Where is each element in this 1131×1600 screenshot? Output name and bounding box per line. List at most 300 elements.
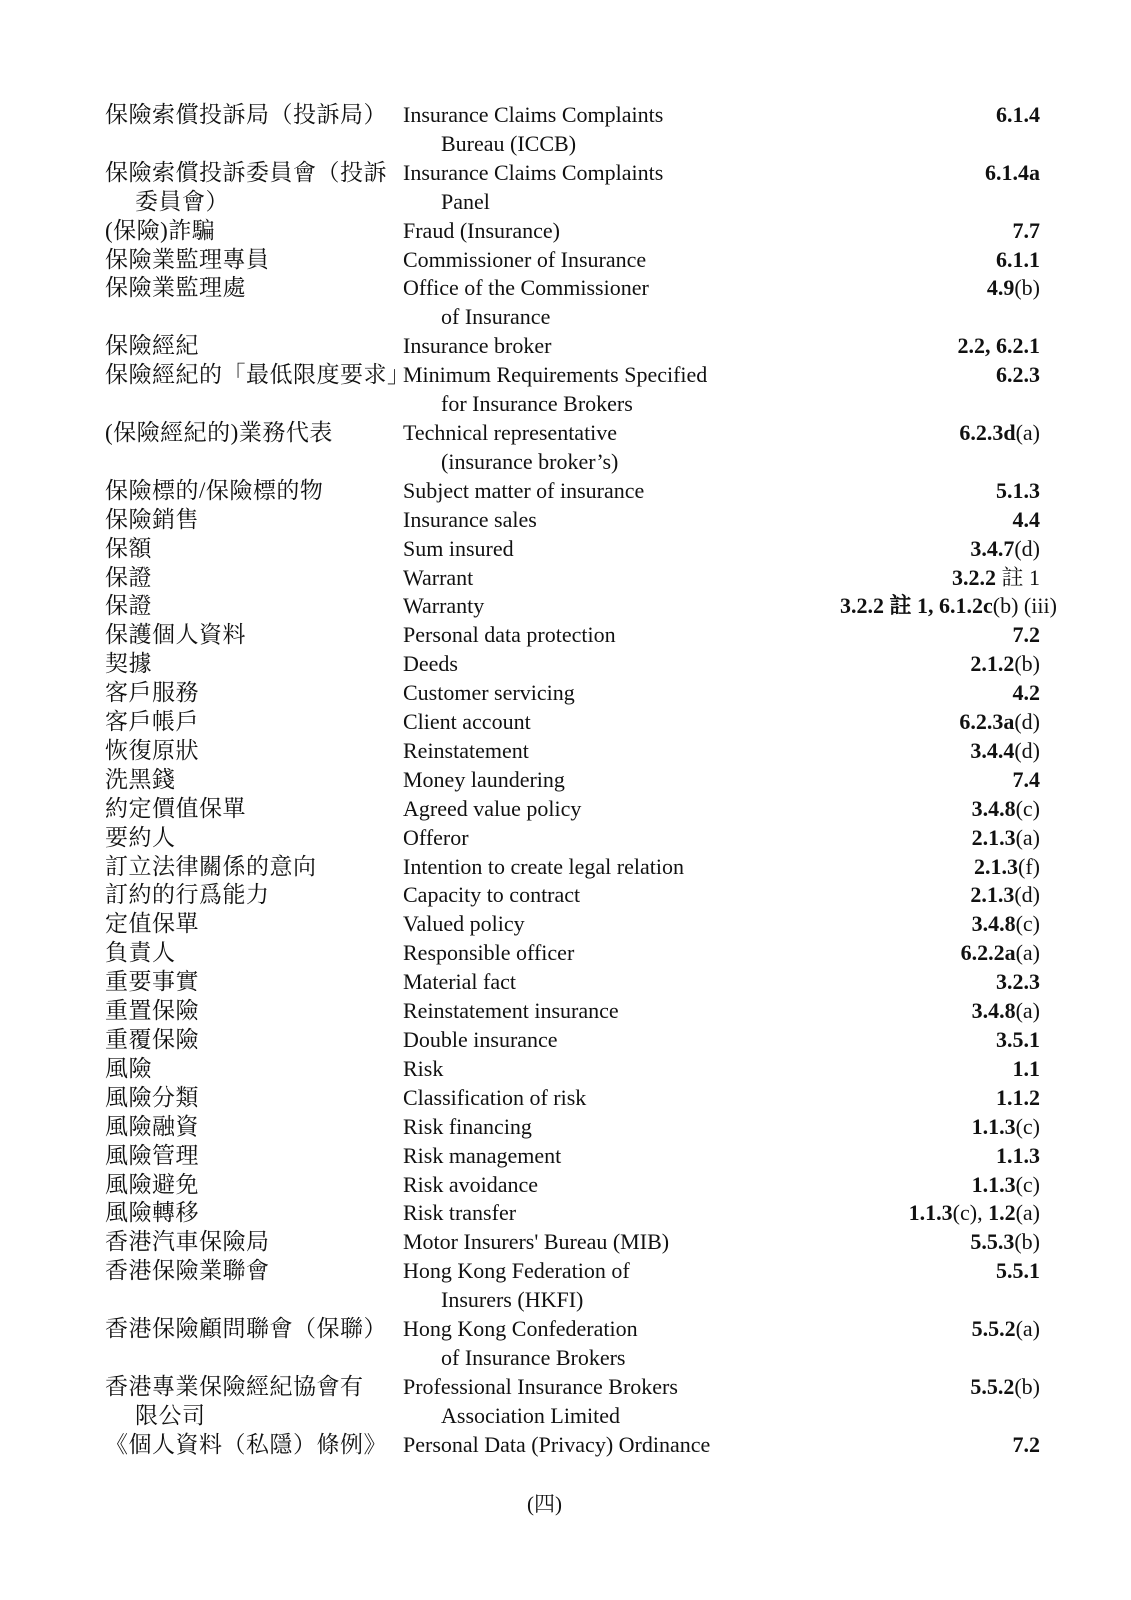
term-chinese-line: 客戶帳戶 bbox=[105, 709, 199, 735]
term-english bbox=[403, 506, 840, 535]
term-chinese bbox=[105, 217, 403, 246]
section-reference-number: 1.1.3 bbox=[908, 1200, 953, 1226]
term-chinese-line: 保險業監理處 bbox=[105, 275, 246, 301]
term-english bbox=[403, 1084, 840, 1113]
term-english bbox=[403, 766, 840, 795]
section-reference-number: 3.4.8 bbox=[971, 998, 1016, 1024]
section-reference-number: 1.2 bbox=[988, 1200, 1016, 1226]
term-english bbox=[403, 824, 840, 853]
term-chinese-line: 客戶服務 bbox=[105, 680, 199, 706]
section-reference bbox=[840, 766, 1040, 795]
section-reference-number: 3.2.3 bbox=[996, 969, 1040, 995]
term-english-line: Motor Insurers' Bureau (MIB) bbox=[403, 1229, 670, 1255]
table-row bbox=[105, 506, 1040, 535]
term-english-line: Risk bbox=[403, 1055, 444, 1081]
section-reference bbox=[840, 1026, 1040, 1055]
term-english bbox=[403, 159, 840, 217]
term-english-line: Double insurance bbox=[403, 1027, 558, 1052]
term-chinese bbox=[105, 737, 403, 766]
table-row bbox=[105, 419, 1040, 477]
term-english-line: of Insurance bbox=[441, 304, 551, 330]
section-reference-number: 6.2.3a bbox=[959, 709, 1015, 735]
term-chinese-line: 保險經紀的「最低限度要求」 bbox=[105, 362, 411, 388]
term-chinese-line: 重覆保險 bbox=[105, 1027, 199, 1052]
term-english bbox=[403, 592, 840, 621]
term-chinese bbox=[105, 795, 403, 824]
table-row bbox=[105, 939, 1040, 968]
section-reference bbox=[840, 1373, 1040, 1402]
table-row bbox=[105, 621, 1040, 650]
term-english-line: Material fact bbox=[403, 969, 516, 995]
term-english-line: Hong Kong Confederation bbox=[403, 1316, 638, 1342]
section-reference bbox=[840, 159, 1040, 188]
table-row bbox=[105, 101, 1040, 159]
section-reference-number: 3.2.2 bbox=[951, 564, 996, 590]
term-chinese bbox=[105, 1431, 403, 1460]
section-reference bbox=[840, 101, 1040, 130]
term-chinese-line: 訂立法律關係的意向 bbox=[105, 853, 317, 879]
term-chinese bbox=[105, 1315, 403, 1344]
section-reference bbox=[840, 592, 1057, 621]
section-reference bbox=[840, 708, 1040, 737]
term-english bbox=[403, 246, 840, 275]
term-english bbox=[403, 853, 840, 882]
table-row bbox=[105, 1228, 1040, 1257]
term-chinese-line: 約定價值保單 bbox=[105, 795, 246, 821]
section-reference bbox=[840, 246, 1040, 275]
section-reference bbox=[840, 1055, 1040, 1084]
section-reference-number: 2.1.2 bbox=[970, 651, 1015, 677]
term-english bbox=[403, 332, 840, 361]
term-chinese-line: 風險轉移 bbox=[105, 1200, 199, 1226]
section-reference-number: 6.1.4 bbox=[996, 102, 1040, 127]
term-chinese-line: 保險標的/保險標的物 bbox=[105, 477, 324, 503]
term-chinese bbox=[105, 997, 403, 1026]
term-chinese bbox=[105, 564, 403, 593]
term-english bbox=[403, 101, 840, 159]
term-english-line: of Insurance Brokers bbox=[441, 1344, 626, 1370]
section-reference-suffix: (c), bbox=[952, 1200, 989, 1226]
section-reference-number: 7.4 bbox=[1012, 766, 1040, 792]
term-chinese bbox=[105, 419, 403, 448]
term-english bbox=[403, 1373, 840, 1431]
term-english-line: Insurance Claims Complaints bbox=[403, 159, 664, 185]
term-english bbox=[403, 477, 840, 506]
term-chinese bbox=[105, 477, 403, 506]
term-chinese bbox=[105, 159, 403, 217]
term-chinese-line: 風險分類 bbox=[105, 1084, 199, 1110]
section-reference bbox=[840, 1084, 1040, 1113]
table-row bbox=[105, 592, 1057, 621]
term-chinese bbox=[105, 1026, 403, 1055]
table-row bbox=[105, 1431, 1040, 1460]
term-chinese bbox=[105, 621, 403, 650]
section-reference-suffix: (a) bbox=[1015, 419, 1040, 445]
section-reference-suffix: (a) bbox=[1015, 1316, 1040, 1342]
section-reference-number: 3.4.8 bbox=[971, 911, 1016, 937]
section-reference bbox=[840, 824, 1040, 853]
section-reference-number: 7.7 bbox=[1012, 217, 1040, 243]
term-english-line: Classification of risk bbox=[403, 1084, 587, 1110]
term-english bbox=[403, 737, 840, 766]
term-english-line: Offeror bbox=[403, 824, 469, 850]
term-english-line: Commissioner of Insurance bbox=[403, 246, 647, 272]
table-row bbox=[105, 535, 1040, 564]
term-chinese bbox=[105, 1084, 403, 1113]
term-chinese-line: 香港保險顧問聯會（保聯） bbox=[105, 1316, 387, 1342]
term-english-line: Client account bbox=[403, 709, 531, 735]
table-row bbox=[105, 159, 1040, 217]
term-english bbox=[403, 621, 840, 650]
term-english bbox=[403, 535, 840, 564]
term-chinese-line: 保險索償投訴委員會（投訴 bbox=[105, 159, 387, 185]
section-reference bbox=[840, 274, 1040, 303]
table-row bbox=[105, 766, 1040, 795]
section-reference bbox=[840, 1257, 1040, 1286]
section-reference bbox=[840, 853, 1040, 882]
section-reference-number: 7.2 bbox=[1012, 1431, 1040, 1457]
table-row bbox=[105, 1171, 1040, 1200]
table-row bbox=[105, 795, 1040, 824]
term-chinese-line: 風險融資 bbox=[105, 1113, 199, 1139]
term-english-line: Association Limited bbox=[441, 1402, 621, 1428]
term-english bbox=[403, 997, 840, 1026]
section-reference-number: 6.1.1 bbox=[996, 246, 1040, 272]
section-reference bbox=[840, 795, 1040, 824]
term-english-line: Sum insured bbox=[403, 535, 514, 561]
term-chinese bbox=[105, 650, 403, 679]
term-english-line: Personal Data (Privacy) Ordinance bbox=[403, 1431, 711, 1457]
section-reference-suffix: (b) bbox=[1014, 1373, 1040, 1399]
section-reference-number: 2.1.3 bbox=[971, 824, 1016, 850]
term-english-line: Personal data protection bbox=[403, 622, 616, 648]
term-english-line: Agreed value policy bbox=[403, 795, 582, 821]
section-reference-number: 6.2.3d bbox=[959, 419, 1016, 445]
term-chinese-line: 香港保險業聯會 bbox=[105, 1258, 270, 1284]
term-english-line: Fraud (Insurance) bbox=[403, 217, 560, 243]
term-english bbox=[403, 881, 840, 910]
section-reference-number: 5.5.1 bbox=[996, 1258, 1040, 1284]
section-reference-number: 5.1.3 bbox=[996, 477, 1040, 503]
section-reference-number: 2.1.3 bbox=[974, 853, 1019, 879]
term-chinese bbox=[105, 881, 403, 910]
term-english-line: Insurance Claims Complaints bbox=[403, 102, 664, 127]
term-chinese bbox=[105, 101, 403, 130]
page-number: (四) bbox=[527, 1492, 562, 1516]
section-reference-suffix: (c) bbox=[1015, 911, 1040, 937]
section-reference bbox=[840, 1113, 1040, 1142]
term-chinese bbox=[105, 766, 403, 795]
term-english bbox=[403, 795, 840, 824]
term-english-line: Insurance broker bbox=[403, 333, 552, 359]
section-reference-number: 7.2 bbox=[1012, 622, 1040, 648]
section-reference-number: 1.1.3 bbox=[971, 1113, 1016, 1139]
term-chinese-line: 契據 bbox=[105, 651, 152, 677]
term-english bbox=[403, 1055, 840, 1084]
section-reference-number: 3.4.8 bbox=[971, 795, 1016, 821]
table-row bbox=[105, 881, 1040, 910]
term-english-line: Warrant bbox=[403, 564, 474, 590]
section-reference-number: 5.5.2 bbox=[970, 1373, 1015, 1399]
glossary-page bbox=[105, 101, 1057, 1460]
table-row bbox=[105, 1315, 1040, 1373]
section-reference-number: 3.4.7 bbox=[970, 535, 1015, 561]
table-row bbox=[105, 708, 1040, 737]
section-reference-suffix: (c) bbox=[1015, 795, 1040, 821]
term-english-line: Valued policy bbox=[403, 911, 525, 937]
section-reference bbox=[840, 332, 1040, 361]
section-reference bbox=[840, 1171, 1040, 1200]
section-reference-suffix: (a) bbox=[1015, 1200, 1040, 1226]
table-row bbox=[105, 332, 1040, 361]
glossary-table bbox=[105, 101, 1057, 1460]
term-english bbox=[403, 1142, 840, 1171]
term-english bbox=[403, 1171, 840, 1200]
section-reference-number: 3.2.2 註 1, 6.1.2c bbox=[840, 593, 993, 619]
term-chinese-line: 保護個人資料 bbox=[105, 622, 246, 648]
section-reference bbox=[840, 997, 1040, 1026]
term-chinese-line: 重置保險 bbox=[105, 998, 199, 1024]
term-english bbox=[403, 217, 840, 246]
table-row bbox=[105, 361, 1040, 419]
section-reference bbox=[840, 650, 1040, 679]
section-reference bbox=[840, 361, 1040, 390]
term-english bbox=[403, 708, 840, 737]
term-chinese bbox=[105, 361, 411, 390]
term-english bbox=[403, 1199, 840, 1228]
section-reference-suffix: (d) bbox=[1014, 709, 1040, 735]
section-reference bbox=[840, 1142, 1040, 1171]
term-chinese-line: 洗黑錢 bbox=[105, 766, 176, 792]
term-english-line: Insurers (HKFI) bbox=[441, 1287, 584, 1313]
term-chinese-line: 重要事實 bbox=[105, 969, 199, 995]
table-row bbox=[105, 1373, 1040, 1431]
term-english-line: Office of the Commissioner bbox=[403, 275, 649, 301]
table-row bbox=[105, 968, 1040, 997]
table-row bbox=[105, 1113, 1040, 1142]
term-chinese-line: 限公司 bbox=[135, 1402, 206, 1428]
term-chinese-line: 《個人資料（私隱）條例》 bbox=[105, 1431, 387, 1457]
term-chinese bbox=[105, 910, 403, 939]
term-chinese-line: 訂約的行爲能力 bbox=[105, 882, 270, 908]
term-english bbox=[403, 650, 840, 679]
term-chinese-line: 定值保單 bbox=[105, 911, 199, 937]
term-english-line: Subject matter of insurance bbox=[403, 477, 645, 503]
section-reference bbox=[840, 968, 1040, 997]
section-reference-number: 1.1.2 bbox=[996, 1084, 1040, 1110]
term-chinese bbox=[105, 332, 403, 361]
term-english-line: Risk management bbox=[403, 1142, 562, 1168]
section-reference bbox=[840, 1199, 1040, 1228]
section-reference-suffix: (a) bbox=[1015, 998, 1040, 1024]
term-english bbox=[403, 361, 840, 419]
section-reference-number: 6.2.2a bbox=[960, 940, 1016, 966]
table-row bbox=[105, 650, 1040, 679]
term-english-line: Reinstatement insurance bbox=[403, 998, 619, 1024]
term-english bbox=[403, 1113, 840, 1142]
section-reference bbox=[840, 737, 1040, 766]
section-reference-number: 1.1.3 bbox=[971, 1171, 1016, 1197]
section-reference-suffix: (b) (iii) bbox=[992, 593, 1057, 619]
term-chinese-line: 保險業監理專員 bbox=[105, 246, 270, 272]
table-row bbox=[105, 1199, 1040, 1228]
term-english-line: Risk transfer bbox=[403, 1200, 517, 1226]
term-chinese-line: 委員會） bbox=[135, 188, 229, 214]
term-chinese-line: 保額 bbox=[105, 535, 152, 561]
section-reference-suffix: (d) bbox=[1014, 535, 1040, 561]
term-chinese-line: 恢復原狀 bbox=[105, 737, 199, 763]
term-chinese bbox=[105, 506, 403, 535]
section-reference-suffix: (d) bbox=[1014, 882, 1040, 908]
table-row bbox=[105, 737, 1040, 766]
term-chinese bbox=[105, 853, 403, 882]
table-row bbox=[105, 679, 1040, 708]
section-reference bbox=[840, 1315, 1040, 1344]
section-reference-number: 2.1.3 bbox=[970, 882, 1015, 908]
term-english-line: for Insurance Brokers bbox=[441, 391, 633, 417]
term-chinese bbox=[105, 246, 403, 275]
section-reference bbox=[840, 564, 1040, 593]
section-reference-suffix: (b) bbox=[1014, 1229, 1040, 1255]
section-reference bbox=[840, 535, 1040, 564]
section-reference bbox=[840, 679, 1040, 708]
table-row bbox=[105, 1055, 1040, 1084]
term-english bbox=[403, 910, 840, 939]
table-row bbox=[105, 217, 1040, 246]
term-chinese bbox=[105, 1373, 403, 1431]
term-chinese-line: 風險 bbox=[105, 1055, 152, 1081]
section-reference-suffix: (b) bbox=[1014, 651, 1040, 677]
section-reference-number: 4.9 bbox=[986, 275, 1015, 301]
table-row bbox=[105, 824, 1040, 853]
term-chinese-line: 要約人 bbox=[105, 824, 176, 850]
section-reference-number: 1.1 bbox=[1012, 1055, 1040, 1081]
section-reference-number: 6.1.4a bbox=[985, 159, 1040, 185]
term-english-line: Warranty bbox=[403, 593, 485, 619]
term-english-line: Hong Kong Federation of bbox=[403, 1258, 630, 1284]
term-english-line: Technical representative bbox=[403, 419, 618, 445]
term-english-line: Panel bbox=[441, 188, 490, 214]
term-english-line: Risk financing bbox=[403, 1113, 532, 1139]
term-english bbox=[403, 1315, 840, 1373]
term-chinese-line: 香港汽車保險局 bbox=[105, 1229, 270, 1255]
term-english bbox=[403, 564, 840, 593]
section-reference-suffix: (a) bbox=[1015, 824, 1040, 850]
section-reference-number: 5.5.3 bbox=[970, 1229, 1015, 1255]
section-reference-number: 6.2.3 bbox=[996, 362, 1040, 388]
term-chinese-line: 保險經紀 bbox=[105, 333, 199, 359]
section-reference bbox=[840, 477, 1040, 506]
term-chinese-line: 保險銷售 bbox=[105, 506, 199, 532]
term-english bbox=[403, 939, 840, 968]
term-english-line: Minimum Requirements Specified bbox=[403, 362, 708, 388]
table-row bbox=[105, 1257, 1040, 1315]
term-chinese bbox=[105, 1142, 403, 1171]
section-reference-number: 3.5.1 bbox=[996, 1027, 1040, 1052]
section-reference bbox=[840, 881, 1040, 910]
term-english-line: Capacity to contract bbox=[403, 882, 581, 908]
term-english-line: Risk avoidance bbox=[403, 1171, 539, 1197]
section-reference-number: 2.2, 6.2.1 bbox=[957, 333, 1040, 359]
table-row bbox=[105, 274, 1040, 332]
section-reference bbox=[840, 1228, 1040, 1257]
table-row bbox=[105, 1084, 1040, 1113]
term-english-line: Responsible officer bbox=[403, 940, 575, 966]
table-row bbox=[105, 853, 1040, 882]
term-chinese-line: 保證 bbox=[105, 564, 152, 590]
section-reference-suffix: (d) bbox=[1014, 737, 1040, 763]
term-chinese bbox=[105, 1055, 403, 1084]
term-english-line: Insurance sales bbox=[403, 506, 537, 532]
term-english bbox=[403, 679, 840, 708]
table-row bbox=[105, 1026, 1040, 1055]
section-reference-suffix: (a) bbox=[1015, 940, 1040, 966]
section-reference-suffix: (c) bbox=[1015, 1171, 1040, 1197]
term-chinese bbox=[105, 708, 403, 737]
term-chinese-line: (保險經紀的)業務代表 bbox=[105, 419, 333, 445]
section-reference-suffix: (f) bbox=[1018, 853, 1040, 879]
table-row bbox=[105, 477, 1040, 506]
term-chinese bbox=[105, 1228, 403, 1257]
table-row bbox=[105, 1142, 1040, 1171]
section-reference-number: 4.2 bbox=[1012, 680, 1040, 706]
section-reference bbox=[840, 910, 1040, 939]
term-english bbox=[403, 968, 840, 997]
term-chinese-line: 風險管理 bbox=[105, 1142, 199, 1168]
term-english-line: (insurance broker’s) bbox=[441, 448, 619, 474]
term-english-line: Intention to create legal relation bbox=[403, 853, 684, 879]
section-reference bbox=[840, 939, 1040, 968]
term-chinese bbox=[105, 535, 403, 564]
term-english bbox=[403, 1431, 840, 1460]
term-english bbox=[403, 419, 840, 477]
term-english-line: Reinstatement bbox=[403, 737, 529, 763]
term-chinese bbox=[105, 968, 403, 997]
table-row bbox=[105, 246, 1040, 275]
section-reference-number: 1.1.3 bbox=[996, 1142, 1040, 1168]
term-chinese-line: 香港專業保險經紀協會有 bbox=[105, 1373, 364, 1399]
term-english-line: Bureau (ICCB) bbox=[441, 130, 577, 156]
term-chinese-line: (保險)詐騙 bbox=[105, 217, 216, 243]
section-reference-suffix: (b) bbox=[1014, 275, 1040, 301]
term-chinese-line: 風險避免 bbox=[105, 1171, 199, 1197]
term-english-line: Professional Insurance Brokers bbox=[403, 1373, 678, 1399]
section-reference bbox=[840, 1431, 1040, 1460]
section-reference-number: 4.4 bbox=[1012, 506, 1040, 532]
table-row bbox=[105, 910, 1040, 939]
section-reference bbox=[840, 506, 1040, 535]
section-reference-suffix: 註 1 bbox=[995, 564, 1040, 590]
table-row bbox=[105, 997, 1040, 1026]
table-row bbox=[105, 564, 1040, 593]
term-english bbox=[403, 1228, 840, 1257]
term-chinese bbox=[105, 679, 403, 708]
term-english-line: Customer servicing bbox=[403, 680, 575, 706]
term-chinese bbox=[105, 592, 403, 621]
term-chinese-line: 保證 bbox=[105, 593, 152, 619]
term-chinese bbox=[105, 1257, 403, 1286]
term-chinese bbox=[105, 1113, 403, 1142]
section-reference-number: 3.4.4 bbox=[970, 737, 1015, 763]
section-reference bbox=[840, 217, 1040, 246]
term-chinese bbox=[105, 274, 403, 303]
term-chinese bbox=[105, 939, 403, 968]
section-reference-number: 5.5.2 bbox=[971, 1316, 1016, 1342]
term-english bbox=[403, 1257, 840, 1315]
term-english bbox=[403, 1026, 840, 1055]
section-reference bbox=[840, 419, 1040, 448]
term-chinese bbox=[105, 1171, 403, 1200]
